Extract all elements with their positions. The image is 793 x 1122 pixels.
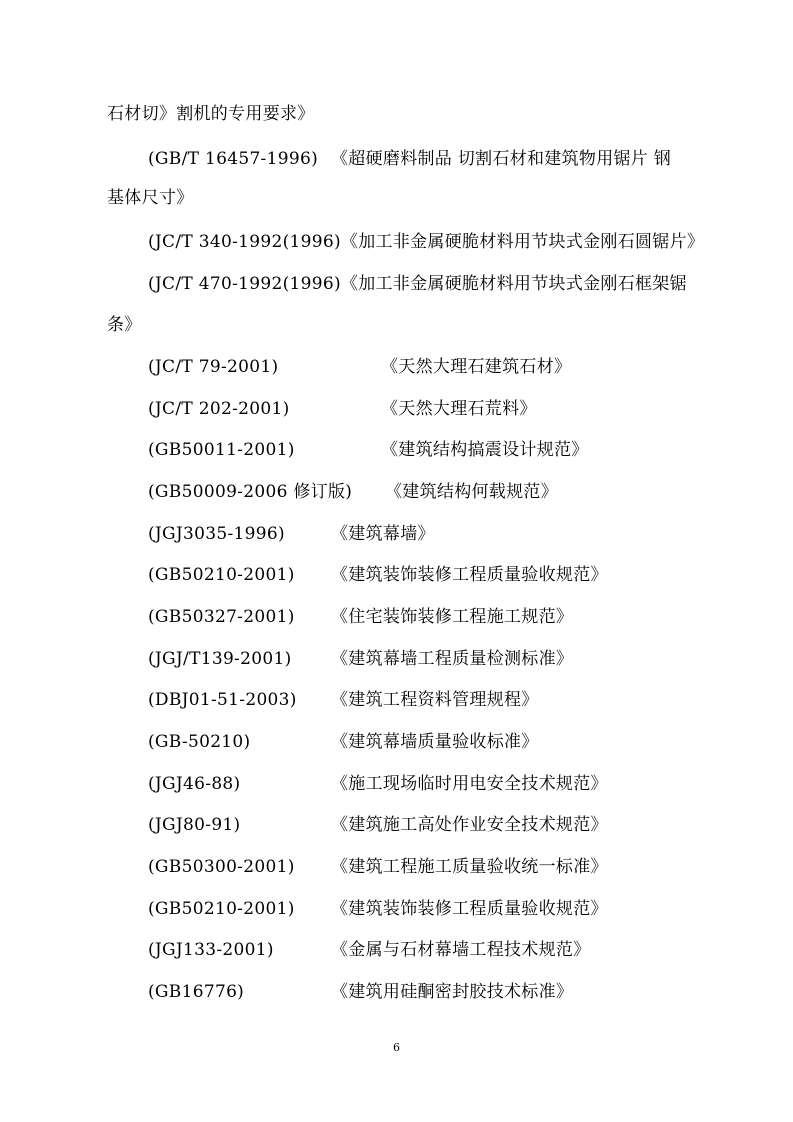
standard-code: (GB50210-2001) <box>148 565 295 585</box>
standard-code: (JGJ80-91) <box>148 815 241 835</box>
standard-code: (JGJ3035-1996) <box>148 524 285 544</box>
standard-code: (GB50011-2001) <box>148 440 295 460</box>
standard-title: 《施工现场临时用电安全技术规范》 <box>331 774 608 794</box>
paragraph-3-line-2: 条》 <box>107 315 142 335</box>
page-number: 6 <box>393 1041 400 1054</box>
standard-title: 《天然大理石荒料》 <box>381 399 537 419</box>
standard-title: 《建筑装饰装修工程质量验收规范》 <box>331 565 608 585</box>
paragraph-1-line-2: 基体尺寸》 <box>107 188 194 208</box>
standard-title: 《建筑幕墙工程质量检测标准》 <box>331 649 574 669</box>
standard-title: 《建筑结构何载规范》 <box>385 482 558 502</box>
standard-title: 《天然大理石建筑石材》 <box>381 357 572 377</box>
standard-code: (GB-50210) <box>148 732 251 752</box>
standard-title: 《超硬磨料制品 切割石材和建筑物用锯片 钢 <box>331 149 672 169</box>
standard-code: (JC/T 202-2001) <box>148 399 290 419</box>
standard-code: (GB/T 16457-1996) <box>148 149 318 169</box>
standard-code: (JGJ/T139-2001) <box>148 649 292 669</box>
paragraph-3-line-1: (JC/T 470-1992(1996)《加工非金属硬脆材料用节块式金刚石框架锯 <box>148 274 687 294</box>
standard-code: (JGJ46-88) <box>148 774 241 794</box>
standard-title: 《金属与石材幕墙工程技术规范》 <box>331 940 591 960</box>
standard-title: 《建筑装饰装修工程质量验收规范》 <box>331 899 608 919</box>
paragraph-2: (JC/T 340-1992(1996)《加工非金属硬脆材料用节块式金刚石圆锯片》 <box>148 232 705 252</box>
standard-code: (JC/T 79-2001) <box>148 357 279 377</box>
standard-title: 《建筑工程资料管理规程》 <box>331 690 539 710</box>
standard-code: (GB50009-2006 修订版) <box>148 482 353 502</box>
standard-code: (DBJ01-51-2003) <box>148 690 297 710</box>
standard-code: (GB50327-2001) <box>148 607 295 627</box>
standard-code: (GB50210-2001) <box>148 899 295 919</box>
standard-code: (JGJ133-2001) <box>148 940 274 960</box>
standard-title: 《建筑幕墙》 <box>331 524 435 544</box>
standard-title: 《建筑施工高处作业安全技术规范》 <box>331 815 608 835</box>
standard-title: 《建筑用硅酮密封胶技术标准》 <box>331 982 574 1002</box>
standard-code: (GB16776) <box>148 982 245 1002</box>
standard-title: 《建筑工程施工质量验收统一标准》 <box>331 857 608 877</box>
continued-line: 石材切》割机的专用要求》 <box>107 104 315 124</box>
standard-title: 《住宅装饰装修工程施工规范》 <box>331 607 574 627</box>
standard-title: 《建筑幕墙质量验收标准》 <box>331 732 539 752</box>
standard-title: 《建筑结构搞震设计规范》 <box>381 440 589 460</box>
standard-code: (GB50300-2001) <box>148 857 295 877</box>
